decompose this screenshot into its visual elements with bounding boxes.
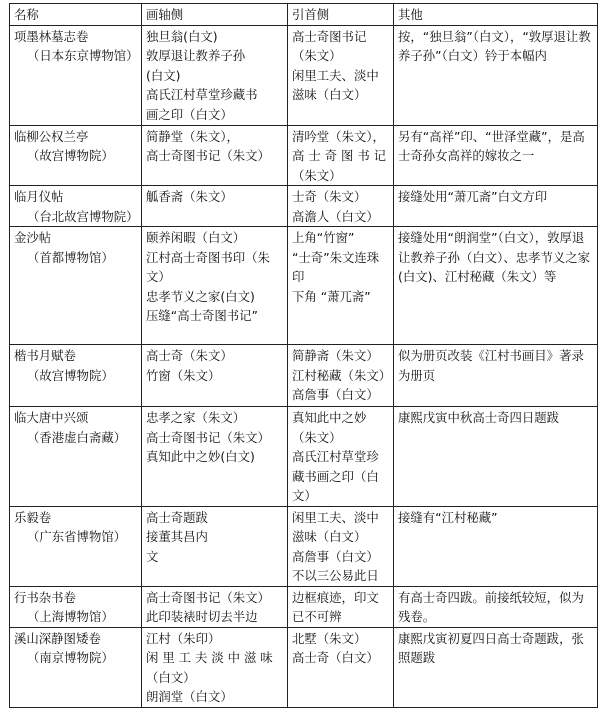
cell-line: 压缝“高士奇图书记” <box>146 308 258 323</box>
cell-line: 高澹人（白文） <box>292 208 379 224</box>
cell-line: 康熙戊寅中秋高士奇四日题跋 <box>398 410 560 425</box>
cell-line: 江村秘藏（朱文） <box>292 367 392 383</box>
cell-line: 接缝有“江村秘藏” <box>398 509 498 525</box>
cell-line: 接缝处用“萧兀斋”白文方印 <box>398 189 548 204</box>
cell-line: 上角“竹窗” <box>292 230 355 245</box>
cell-scroll-side <box>142 186 288 227</box>
table-row <box>10 125 598 186</box>
cell-other <box>394 627 598 707</box>
cell-lead-side <box>288 627 394 707</box>
cell-line: 似为册页改装《江村书画目》著录为册页 <box>398 348 584 383</box>
header-name: 名称 <box>10 4 142 26</box>
cell-scroll-side <box>142 25 288 125</box>
table-row <box>10 186 598 227</box>
cell-name <box>10 407 142 507</box>
header-lead-side: 引首侧 <box>288 4 394 26</box>
cell-other <box>394 586 598 627</box>
table-row <box>10 407 598 507</box>
cell-lead-side <box>288 345 394 407</box>
cell-line: 另有“高祥”印、“世泽堂藏”，是高士奇孙女高祥的嫁妆之一 <box>398 128 585 163</box>
cell-line: （上海博物馆） <box>27 609 114 624</box>
cell-name <box>10 125 142 186</box>
cell-line: 临大唐中兴颂 <box>14 410 89 425</box>
cell-line: 此印装裱时切去半边 <box>146 609 258 624</box>
cell-other <box>394 25 598 125</box>
cell-line: 下角 “萧兀斋” <box>292 288 371 304</box>
cell-other <box>394 186 598 227</box>
cell-lead-side <box>288 227 394 345</box>
cell-lead-side <box>288 586 394 627</box>
cell-line: 接董其昌内 <box>146 529 208 544</box>
cell-line: 高氏江村草堂珍藏书画之印（白文） <box>292 449 379 503</box>
cell-line: （香港虚白斋藏） <box>27 429 127 445</box>
cell-name <box>10 345 142 407</box>
table-row <box>10 586 598 627</box>
cell-line: 高詹事（白文） <box>292 548 379 564</box>
cell-scroll-side <box>142 407 288 507</box>
cell-scroll-side <box>142 627 288 707</box>
cell-line: 简静斋（朱文） <box>292 348 379 363</box>
cell-line: 高士奇图书记（朱文） <box>146 148 270 163</box>
cell-line: 独旦翁(白文) <box>146 28 218 44</box>
cell-scroll-side <box>142 506 288 586</box>
cell-line: 高氏江村草堂珍藏书 <box>146 87 258 102</box>
header-other: 其他 <box>394 4 598 26</box>
cell-line: 竹窗（朱文） <box>146 367 221 383</box>
cell-lead-side <box>288 186 394 227</box>
cell-line: 边框痕迹，印文已不可辨 <box>292 589 379 624</box>
cell-line: 乐毅卷 <box>14 509 52 525</box>
cell-line: 高士奇图书记（朱文） <box>146 429 270 445</box>
cell-line: 高 士 奇 图 书 记（朱文） <box>292 148 387 183</box>
cell-line: （台北故宫博物院） <box>27 208 139 224</box>
cell-line: （首都博物馆） <box>27 249 114 265</box>
cell-line: 敦厚退让教养子孙 <box>146 48 246 63</box>
cell-line: 溪山深静图矮卷 <box>14 630 101 646</box>
cell-name <box>10 586 142 627</box>
cell-line: 高士奇（朱文） <box>146 348 233 363</box>
cell-line: 临柳公权兰亭 <box>14 128 89 144</box>
table-row <box>10 25 598 125</box>
cell-lead-side <box>288 506 394 586</box>
cell-name <box>10 227 142 345</box>
cell-line: 文 <box>146 548 159 564</box>
cell-line: 忠孝节义之家(白文) <box>146 288 255 304</box>
cell-line: 楷书月赋卷 <box>14 348 76 363</box>
cell-other <box>394 227 598 345</box>
cell-other <box>394 345 598 407</box>
cell-line: 闲 里 工 夫 淡 中 滋 味（白文） <box>146 650 273 685</box>
cell-other <box>394 506 598 586</box>
cell-line: 闲里工夫、淡中滋味（白文） <box>292 67 379 102</box>
cell-scroll-side <box>142 345 288 407</box>
cell-name <box>10 25 142 125</box>
cell-line: 江村高士奇图书印（朱文） <box>146 249 270 284</box>
cell-line: 高士奇（白文） <box>292 650 379 665</box>
cell-name <box>10 186 142 227</box>
cell-line: 临月仪帖 <box>14 189 64 204</box>
cell-scroll-side <box>142 586 288 627</box>
cell-line: 有高士奇四跋。前接纸较短，似为残卷。 <box>398 589 584 624</box>
cell-line: 行书杂书卷 <box>14 589 76 605</box>
cell-line: 真知此中之妙(白文) <box>146 449 255 464</box>
cell-lead-side <box>288 25 394 125</box>
cell-line: 按，“独旦翁”（白文），“敦厚退让教养子孙”（白文）钤于本幅内 <box>398 28 591 63</box>
cell-line: （故宫博物院） <box>27 367 114 383</box>
cell-scroll-side <box>142 125 288 186</box>
cell-line: 高詹事（白文） <box>292 387 379 402</box>
cell-name <box>10 506 142 586</box>
cell-line: 高士奇题跋 <box>146 509 208 525</box>
cell-line: (白文) <box>146 67 181 83</box>
cell-line: 北墅（朱文） <box>292 630 367 646</box>
cell-line: 不以三公易此日 <box>292 568 379 583</box>
cell-line: 士奇（朱文） <box>292 189 367 204</box>
cell-line: 江村（朱印） <box>146 630 221 646</box>
table-row <box>10 345 598 407</box>
cell-line: 清吟堂（朱文）， <box>292 128 385 144</box>
cell-line: （日本东京博物馆） <box>27 48 139 63</box>
cell-line: 真知此中之妙（朱文） <box>292 410 367 445</box>
header-row <box>10 4 598 26</box>
cell-line: 闲里工夫、淡中滋味（白文） <box>292 509 379 544</box>
cell-other <box>394 125 598 186</box>
table-row <box>10 227 598 345</box>
cell-line: （广东省博物馆） <box>27 529 127 544</box>
cell-line: 简静堂（朱文）， <box>146 128 239 144</box>
cell-line: 金沙帖 <box>14 230 52 245</box>
cell-line: 康熙戊寅初夏四日高士奇题跋，张照题跋 <box>398 630 584 665</box>
cell-line: 高士奇图书记（朱文） <box>292 28 367 63</box>
cell-line: 高士奇图书记（朱文） <box>146 589 270 605</box>
cell-lead-side <box>288 407 394 507</box>
cell-line: 项墨林墓志卷 <box>14 28 89 44</box>
table-row <box>10 627 598 707</box>
cell-scroll-side <box>142 227 288 345</box>
table-row <box>10 506 598 586</box>
header-scroll-side: 画轴侧 <box>142 4 288 26</box>
cell-line: “士奇”朱文连珠印 <box>292 249 380 284</box>
cell-line: 忠孝之家（朱文） <box>146 410 246 425</box>
cell-line: 颐养闲暇（白文） <box>146 230 246 245</box>
cell-lead-side <box>288 125 394 186</box>
cell-name <box>10 627 142 707</box>
cell-line: 接缝处用“朗润堂”（白文），敦厚退让教养子孙（白文）、忠孝节义之家(白文)、江村秘藏（朱文）等 <box>398 230 591 284</box>
cell-line: 画之印（白文） <box>146 106 233 122</box>
cell-line: （故宫博物院） <box>27 148 114 163</box>
cell-line: 朗润堂（白文） <box>146 689 233 704</box>
cell-line: （南京博物院） <box>27 650 114 665</box>
seal-table <box>9 3 598 708</box>
cell-line: 觚香斋（朱文） <box>146 189 233 204</box>
cell-other <box>394 407 598 507</box>
